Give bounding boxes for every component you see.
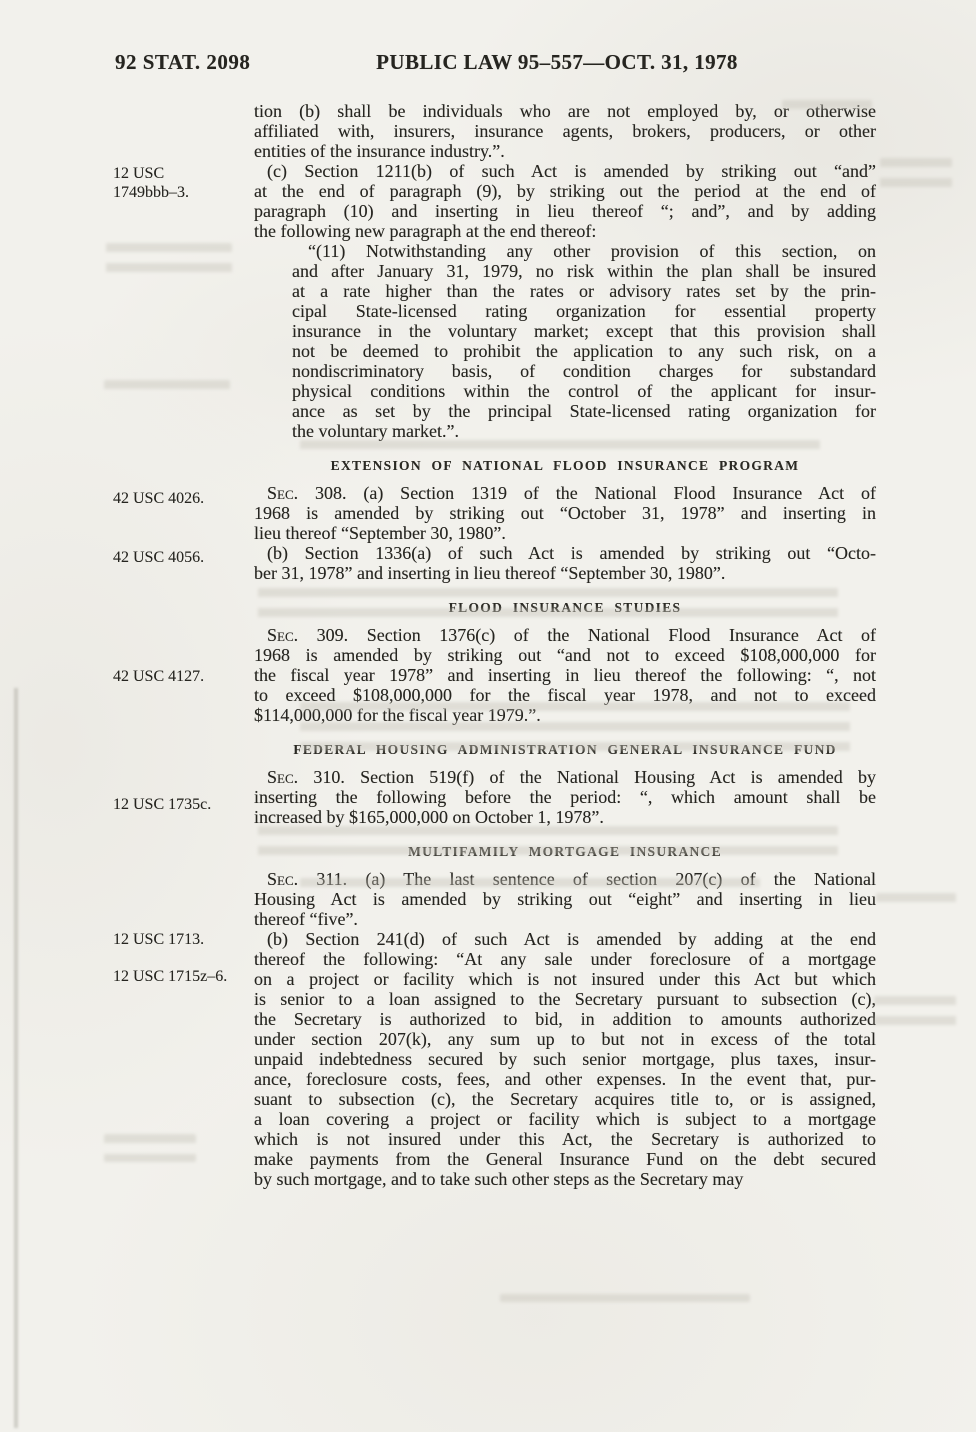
text-line: 1968 is amended by striking out “and not to exceed $108,000,000 for — [254, 645, 876, 665]
text-line: which is not insured under this Act, the Secretary is authorized to — [254, 1129, 876, 1149]
sec-311-b — [254, 929, 876, 1189]
bleed-through-artifact — [106, 243, 232, 275]
margin-note: 12 USC 1749bbb–3. — [113, 165, 189, 201]
text-line: unpaid indebtedness secured by such senior mortgage, plus taxes, insur- — [254, 1049, 876, 1069]
paragraph-11-quote — [254, 241, 876, 441]
text-line: the fiscal year 1978” and inserting in lieu thereof the following: “, not — [254, 665, 876, 685]
text-line: Sec. 311. (a) The last sentence of section 207(c) of the National — [267, 869, 876, 889]
paragraph-c — [254, 161, 876, 241]
bleed-through-artifact — [104, 1134, 196, 1162]
text-line: and after January 31, 1979, no risk within the plan shall be insured — [292, 261, 876, 281]
text-line: the following new paragraph at the end thereof: — [254, 221, 597, 241]
text-line: under section 207(k), any sum up to but not in excess of the total — [254, 1029, 876, 1049]
text-line: paragraph (10) and inserting in lieu thereof “; and”, and by adding — [254, 201, 876, 221]
text-line: suant to subsection (c), the Secretary acquires title to, or is assigned, — [254, 1089, 876, 1109]
text-line: on a project or facility which is not insured under this Act but which — [254, 969, 876, 989]
sec-310 — [254, 767, 876, 827]
text-line: (c) Section 1211(b) of such Act is amended by striking out “and” — [267, 161, 876, 181]
text-line: ance as set by the principal State-licensed rating organization for — [292, 401, 876, 421]
bleed-through-artifact — [500, 1294, 750, 1302]
sec-308-b — [254, 543, 876, 583]
margin-note: 42 USC 4056. — [113, 549, 205, 566]
margin-note: 12 USC 1713. — [113, 931, 205, 948]
text-column — [254, 101, 876, 1189]
text-line: tion (b) shall be individuals who are not employed by, or otherwise — [254, 101, 876, 121]
text-line: by such mortgage, and to take such other steps as the Secretary may — [254, 1169, 744, 1189]
text-line: make payments from the General Insurance Fund on the debt secured — [254, 1149, 876, 1169]
margin-note: 42 USC 4026. — [113, 490, 205, 507]
text-line: at a rate higher than the rates or advisory rates set by the prin- — [292, 281, 876, 301]
text-line: insurance in the voluntary market; except that this provision shall — [292, 321, 876, 341]
sec-311-a — [254, 869, 876, 929]
margin-note: 42 USC 4127. — [113, 668, 205, 685]
text-line: at the end of paragraph (9), by striking out the period at the end of — [254, 181, 876, 201]
margin-note: 12 USC 1715z–6. — [113, 968, 228, 985]
text-line: physical conditions within the control of the applicant for insur- — [292, 381, 876, 401]
text-line: Sec. 310. Section 519(f) of the National Housing Act is amended by — [267, 767, 876, 787]
text-line: affiliated with, insurers, insurance agents, brokers, producers, or other — [254, 121, 876, 141]
text-line: the voluntary market.”. — [292, 421, 459, 441]
heading-fha-fund: FEDERAL HOUSING ADMINISTRATION GENERAL INSURANCE FUND — [293, 742, 837, 757]
text-line: the Secretary is authorized to bid, in addition to amounts authorized — [254, 1009, 876, 1029]
scan-edge-shadow — [14, 688, 18, 1428]
text-line: increased by $165,000,000 on October 1, 1978”. — [254, 807, 604, 827]
text-line: lieu thereof “September 30, 1980”. — [254, 523, 506, 543]
paragraph-continuation — [254, 101, 876, 161]
text-line: 1968 is amended by striking out “October 31, 1978” and inserting in — [254, 503, 876, 523]
page-law-title: PUBLIC LAW 95–557—OCT. 31, 1978 — [376, 50, 738, 74]
heading-multifamily: MULTIFAMILY MORTGAGE INSURANCE — [408, 844, 722, 859]
text-line: $114,000,000 for the fiscal year 1979.”. — [254, 705, 541, 725]
text-line: Housing Act is amended by striking out “eight” and inserting in lieu — [254, 889, 876, 909]
text-line: (b) Section 1336(a) of such Act is amended by striking out “Octo- — [267, 543, 876, 563]
text-line: thereof “five”. — [254, 909, 358, 929]
heading-flood-studies: FLOOD INSURANCE STUDIES — [448, 600, 682, 615]
text-line: a loan covering a project or facility which is subject to a mortgage — [254, 1109, 876, 1129]
text-line: cipal State-licensed rating organization for essential property — [292, 301, 876, 321]
text-line: to exceed $108,000,000 for the fiscal year 1978, and not to exceed — [254, 685, 876, 705]
bleed-through-artifact — [874, 996, 956, 1026]
margin-note: 12 USC 1735c. — [113, 796, 212, 813]
page-stat-number: 92 STAT. 2098 — [115, 50, 251, 74]
text-line: inserting the following before the period: “, which amount shall be — [254, 787, 876, 807]
text-line: entities of the insurance industry.”. — [254, 141, 505, 161]
text-line: not be deemed to prohibit the application to any such risk, on a — [292, 341, 876, 361]
bleed-through-artifact — [876, 893, 956, 905]
text-line: thereof the following: “At any sale under foreclosure of a mortgage — [254, 949, 876, 969]
text-line: nondiscriminatory basis, of condition charges for substandard — [292, 361, 876, 381]
text-line: ber 31, 1978” and inserting in lieu thereof “September 30, 1980”. — [254, 563, 726, 583]
text-line: “(11) Notwithstanding any other provision of this section, on — [308, 241, 876, 261]
text-line: ance, foreclosure costs, fees, and other expenses. In the event that, pur- — [254, 1069, 876, 1089]
heading-flood-program: EXTENSION OF NATIONAL FLOOD INSURANCE PROGRAM — [330, 458, 800, 473]
text-line: Sec. 308. (a) Section 1319 of the National Flood Insurance Act of — [267, 483, 876, 503]
text-line: Sec. 309. Section 1376(c) of the National Flood Insurance Act of — [267, 625, 876, 645]
bleed-through-artifact — [880, 158, 952, 190]
text-line: (b) Section 241(d) of such Act is amended by adding at the end — [267, 929, 876, 949]
bleed-through-artifact — [104, 380, 230, 393]
sec-308-a — [254, 483, 876, 543]
sec-309 — [254, 625, 876, 725]
text-line: is senior to a loan assigned to the Secretary pursuant to subsection (c), — [254, 989, 876, 1009]
